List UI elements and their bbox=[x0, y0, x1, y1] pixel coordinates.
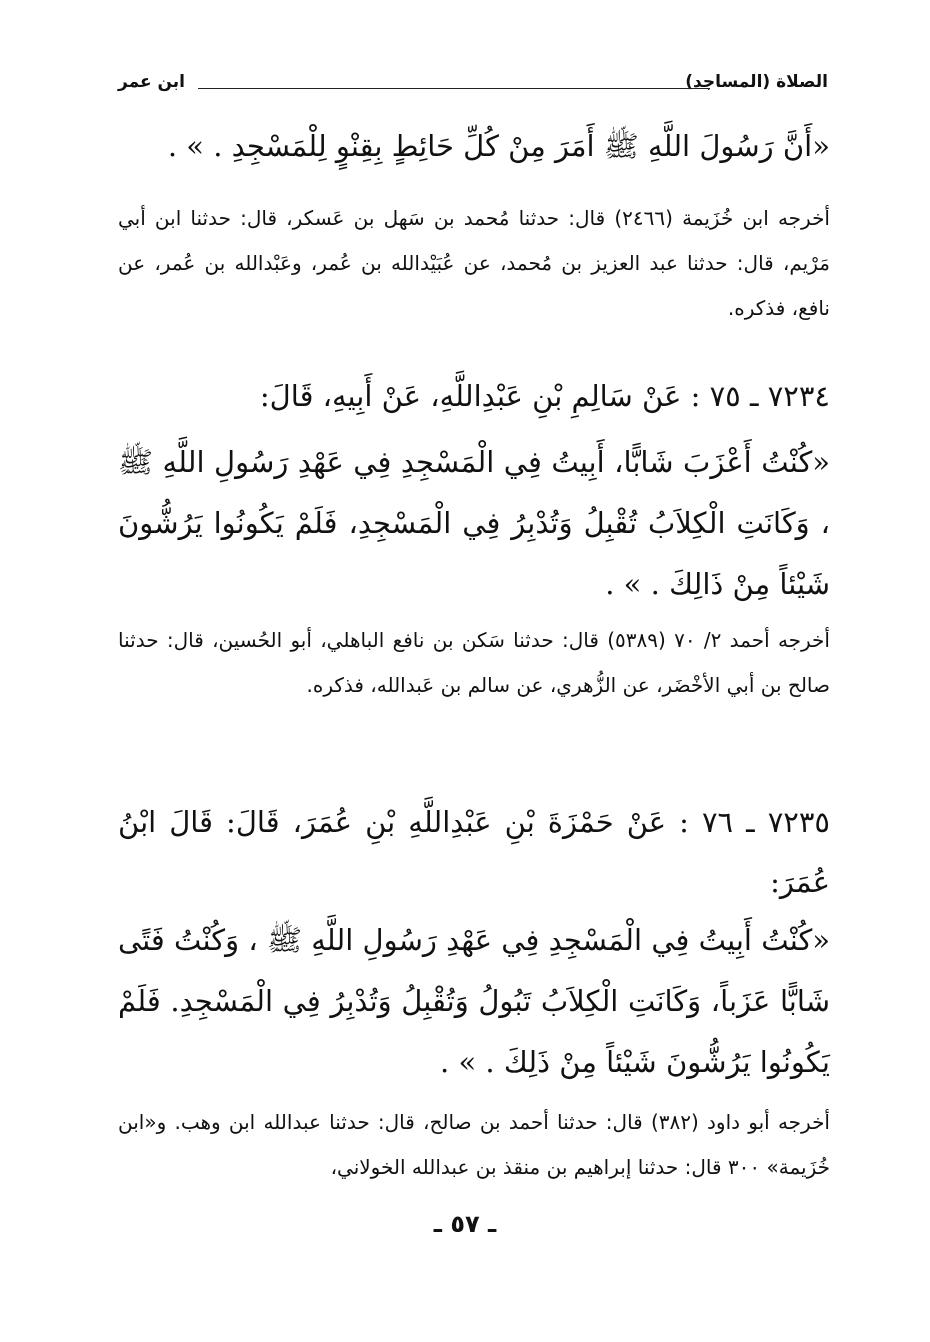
hadith-heading-75: ٧٢٣٤ ـ ٧٥ : عَنْ سَالِمِ بْنِ عَبْدِاللَّهِ، عَنْ أَبِيهِ، قَالَ: bbox=[259, 379, 830, 413]
header-chapter-title: الصلاة (المساجد) bbox=[685, 72, 828, 92]
running-header bbox=[118, 68, 828, 98]
takhrij-note-76: أخرجه أبو داود (٣٨٢) قال: حدثنا أحمد بن صالح، قال: حدثنا عبدالله ابن وهب. و«ابن خُزَيمة» ٣٠٠ قال: حدثنا إبراهيم بن منقذ بن عبدالله الخولاني، bbox=[118, 1110, 830, 1179]
hadith-text-76: «كُنْتُ أَبِيتُ فِي الْمَسْجِدِ فِي عَهْدِ رَسُولِ اللَّهِ ﷺ ، وَكُنْتُ فَتًى شَابًّا عَزَباً، وَكَانَتِ الْكِلاَبُ تَبُولُ وَتُقْبِلُ وَتُدْبِرُ فِي الْمَسْجِدِ. فَلَمْ يَكُونُوا يَرُشُّونَ شَيْئاً مِنْ ذَلِكَ . » . bbox=[118, 923, 830, 1079]
hadith-heading-76: ٧٢٣٥ ـ ٧٦ : عَنْ حَمْزَةَ بْنِ عَبْدِاللَّهِ بْنِ عُمَرَ، قَالَ: قَالَ ابْنُ عُمَرَ: bbox=[118, 805, 830, 899]
header-musnad-name: ابن عمر bbox=[118, 72, 186, 92]
takhrij-note: أخرجه ابن خُزَيمة (٢٤٦٦) قال: حدثنا مُحمد بن سَهل بن عَسكر، قال: حدثنا ابن أبي مَرْيم، قال: حدثنا عبد العزيز بن مُحمد، عن عُبَيْدالله بن عُمر، وعَبْدالله بن عُمر، عن نافع، فذكره. bbox=[118, 206, 830, 320]
hadith-text-75: «كُنْتُ أَعْزَبَ شَابًّا، أَبِيتُ فِي الْمَسْجِدِ فِي عَهْدِ رَسُولِ اللَّهِ ﷺ ، وَكَانَتِ الْكِلاَبُ تُقْبِلُ وَتُدْبِرُ فِي الْمَسْجِدِ، فَلَمْ يَكُونُوا يَرُشُّونَ شَيْئاً مِنْ ذَالِكَ . » . bbox=[118, 445, 830, 601]
header-rule bbox=[198, 88, 710, 89]
hadith-text-continued: «أَنَّ رَسُولَ اللَّهِ ﷺ أَمَرَ مِنْ كُلِّ حَائِطٍ بِقِنْوٍ لِلْمَسْجِدِ . » . bbox=[167, 129, 830, 163]
page-number: ـ ٥٧ ـ bbox=[433, 1210, 497, 1238]
takhrij-note-75: أخرجه أحمد ٢/ ٧٠ (٥٣٨٩) قال: حدثنا سَكن بن نافع الباهلي، أبو الحُسين، قال: حدثنا صالح بن أبي الأخْضَر، عن الزُّهري، عن سالم بن عَبدالله، فذكره. bbox=[118, 628, 830, 697]
